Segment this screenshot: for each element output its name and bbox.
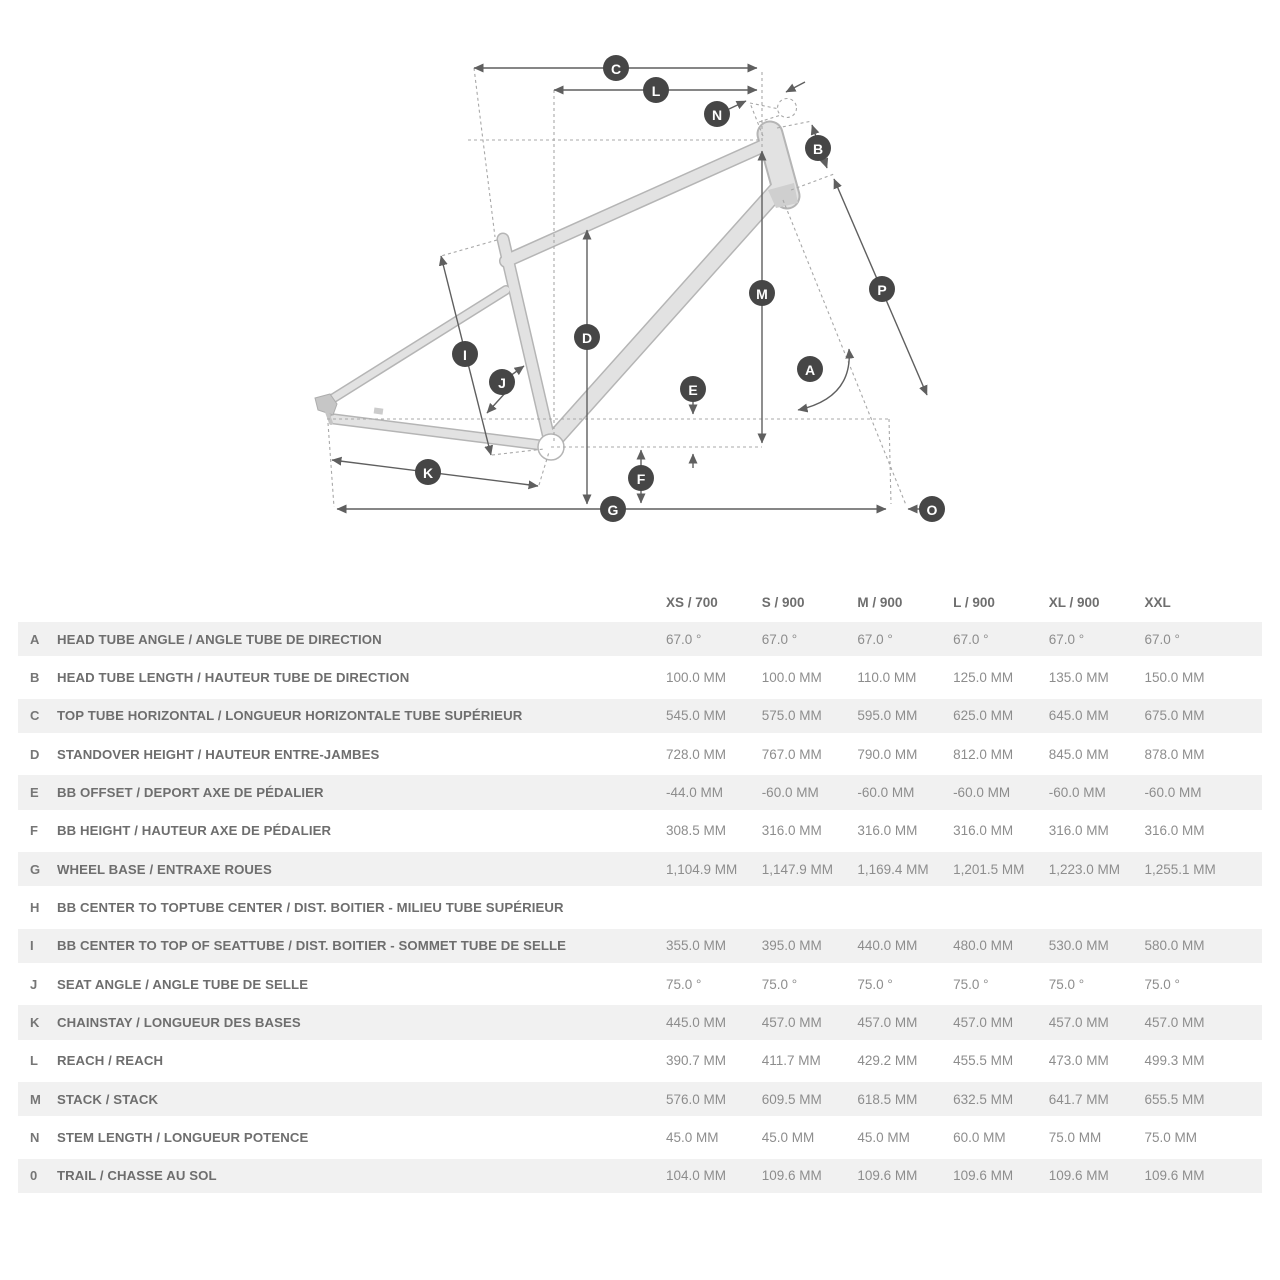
- row-label: STANDOVER HEIGHT / HAUTEUR ENTRE-JAMBES: [57, 746, 380, 762]
- cell-value: 1,201.5 MM: [953, 861, 1025, 877]
- svg-text:C: C: [610, 61, 622, 77]
- cell-value: 308.5 MM: [666, 823, 727, 839]
- cell-value: 625.0 MM: [953, 708, 1014, 724]
- measurement-lines: [332, 68, 927, 509]
- cell-value: 675.0 MM: [1144, 708, 1205, 724]
- row-letter: L: [30, 1053, 38, 1069]
- size-header: S / 900: [761, 595, 805, 610]
- cell-value: 595.0 MM: [857, 708, 918, 724]
- cell-value: 45.0 MM: [857, 1130, 910, 1146]
- cell-value: 728.0 MM: [666, 746, 727, 762]
- cell-value: 445.0 MM: [666, 1015, 727, 1031]
- row-label: CHAINSTAY / LONGUEUR DES BASES: [57, 1015, 301, 1031]
- cell-value: -60.0 MM: [1048, 785, 1106, 801]
- cell-value: 45.0 MM: [666, 1130, 719, 1146]
- cell-value: 457.0 MM: [1048, 1015, 1109, 1031]
- row-label: TOP TUBE HORIZONTAL / LONGUEUR HORIZONTALE TUBE SUPÉRIEUR: [57, 708, 523, 724]
- geometry-row-A: [18, 620, 1262, 658]
- cell-value: 411.7 MM: [761, 1053, 821, 1069]
- row-letter: E: [30, 785, 39, 801]
- svg-text:G: G: [607, 502, 619, 518]
- row-letter: 0: [30, 1168, 38, 1184]
- geometry-row-0: [18, 1157, 1262, 1195]
- cell-value: 150.0 MM: [1144, 670, 1205, 686]
- svg-text:A: A: [804, 362, 816, 378]
- cell-value: 1,169.4 MM: [857, 861, 929, 877]
- size-header-row: [18, 585, 1262, 620]
- cell-value: 75.0 °: [761, 976, 798, 992]
- cell-value: 75.0 °: [666, 976, 702, 992]
- cell-value: 67.0 °: [953, 631, 989, 647]
- cell-value: 618.5 MM: [857, 1091, 918, 1107]
- svg-text:P: P: [877, 282, 887, 298]
- cell-value: -60.0 MM: [857, 785, 915, 801]
- cell-value: 457.0 MM: [761, 1015, 822, 1031]
- cell-value: 75.0 MM: [1144, 1130, 1197, 1146]
- row-label: STEM LENGTH / LONGUEUR POTENCE: [57, 1130, 309, 1146]
- cell-value: 67.0 °: [1048, 631, 1085, 647]
- svg-text:O: O: [926, 502, 938, 518]
- cell-value: 641.7 MM: [1048, 1091, 1109, 1107]
- svg-text:K: K: [422, 465, 434, 481]
- cell-value: 457.0 MM: [953, 1015, 1014, 1031]
- diagram-badge-I: [452, 341, 478, 367]
- row-letter: H: [30, 900, 40, 916]
- cell-value: 609.5 MM: [761, 1091, 822, 1107]
- geometry-row-I: [18, 927, 1262, 965]
- pointer-N: [729, 101, 746, 109]
- geometry-row-C: [18, 697, 1262, 735]
- geometry-row-E: [18, 773, 1262, 811]
- cell-value: 790.0 MM: [857, 746, 918, 762]
- geometry-row-B: [18, 658, 1262, 696]
- svg-text:D: D: [581, 330, 593, 346]
- diagram-badge-J: [489, 369, 515, 395]
- cell-value: 67.0 °: [857, 631, 893, 647]
- cell-value: -44.0 MM: [666, 785, 724, 801]
- geometry-row-L: [18, 1042, 1262, 1080]
- cell-value: 457.0 MM: [1144, 1015, 1205, 1031]
- diagram-badge-O: [919, 496, 945, 522]
- cell-value: 480.0 MM: [953, 938, 1014, 954]
- size-header: XXL: [1144, 595, 1171, 610]
- cell-value: 75.0 °: [1048, 976, 1085, 992]
- construction-lines: [327, 68, 906, 507]
- handlebar-circle: [778, 99, 797, 118]
- cell-value: 109.6 MM: [1144, 1168, 1205, 1184]
- svg-text:J: J: [498, 375, 506, 391]
- cell-value: 109.6 MM: [953, 1168, 1014, 1184]
- row-label: WHEEL BASE / ENTRAXE ROUES: [57, 861, 272, 877]
- diagram-badge-E: [680, 376, 706, 402]
- cell-value: 812.0 MM: [953, 746, 1014, 762]
- geometry-row-F: [18, 812, 1262, 850]
- row-label: BB CENTER TO TOP OF SEATTUBE / DIST. BOITIER - SOMMET TUBE DE SELLE: [57, 938, 567, 954]
- cell-value: 100.0 MM: [666, 670, 727, 686]
- row-letter: I: [30, 938, 34, 954]
- row-label: REACH / REACH: [57, 1053, 164, 1069]
- svg-text:B: B: [812, 141, 824, 157]
- row-label: BB HEIGHT / HAUTEUR AXE DE PÉDALIER: [57, 823, 332, 839]
- diagram-badge-D: [574, 324, 600, 350]
- geometry-table: [18, 585, 1262, 1195]
- size-header: XL / 900: [1048, 595, 1100, 610]
- svg-text:M: M: [756, 286, 768, 302]
- geometry-row-G: [18, 850, 1262, 888]
- cell-value: -60.0 MM: [953, 785, 1011, 801]
- row-letter: J: [30, 976, 38, 992]
- row-letter: D: [30, 746, 40, 762]
- geometry-row-H: [18, 888, 1262, 926]
- diagram-badge-K: [415, 459, 441, 485]
- cell-value: 75.0 °: [1144, 976, 1180, 992]
- row-letter: K: [30, 1015, 40, 1031]
- cell-value: 632.5 MM: [953, 1091, 1014, 1107]
- cell-value: -60.0 MM: [761, 785, 819, 801]
- cell-value: 316.0 MM: [953, 823, 1014, 839]
- cell-value: 100.0 MM: [761, 670, 822, 686]
- row-label: TRAIL / CHASSE AU SOL: [57, 1168, 217, 1184]
- diagram-badge-A: [797, 356, 823, 382]
- cell-value: 545.0 MM: [666, 708, 727, 724]
- cell-value: 390.7 MM: [666, 1053, 727, 1069]
- diagram-badge-C: [603, 55, 629, 81]
- cell-value: 75.0 °: [953, 976, 989, 992]
- size-header: M / 900: [857, 595, 903, 610]
- svg-text:L: L: [651, 83, 661, 99]
- cell-value: 316.0 MM: [857, 823, 918, 839]
- cell-value: 575.0 MM: [761, 708, 822, 724]
- cell-value: 316.0 MM: [1144, 823, 1205, 839]
- cell-value: 1,104.9 MM: [666, 861, 738, 877]
- diagram-badge-F: [628, 465, 654, 491]
- cell-value: 499.3 MM: [1144, 1053, 1205, 1069]
- cell-value: 1,147.9 MM: [761, 861, 833, 877]
- cell-value: 395.0 MM: [761, 938, 822, 954]
- cell-value: 455.5 MM: [953, 1053, 1014, 1069]
- diagram-badge-P: [869, 276, 895, 302]
- geometry-row-N: [18, 1118, 1262, 1156]
- cell-value: 75.0 MM: [1048, 1130, 1102, 1146]
- geometry-row-J: [18, 965, 1262, 1003]
- cable-port: [728, 193, 738, 202]
- row-letter: B: [30, 670, 40, 686]
- cell-value: 109.6 MM: [1048, 1168, 1109, 1184]
- row-letter: F: [30, 823, 38, 839]
- cell-value: 109.6 MM: [761, 1168, 822, 1184]
- row-letter: N: [30, 1130, 40, 1146]
- svg-text:N: N: [711, 107, 723, 123]
- geometry-row-M: [18, 1080, 1262, 1118]
- row-letter: A: [30, 631, 40, 647]
- cell-value: 104.0 MM: [666, 1168, 727, 1184]
- row-letter: M: [30, 1091, 41, 1107]
- cell-value: 473.0 MM: [1048, 1053, 1109, 1069]
- cell-value: 530.0 MM: [1048, 938, 1109, 954]
- row-letter: C: [30, 708, 40, 724]
- cell-value: 767.0 MM: [761, 746, 822, 762]
- cell-value: 110.0 MM: [857, 670, 917, 686]
- row-label: BB OFFSET / DEPORT AXE DE PÉDALIER: [57, 785, 324, 801]
- svg-text:E: E: [688, 382, 698, 398]
- bike-geometry-diagram: [0, 0, 1280, 560]
- cell-value: 655.5 MM: [1144, 1091, 1205, 1107]
- cell-value: 576.0 MM: [666, 1091, 727, 1107]
- cell-value: 1,255.1 MM: [1144, 861, 1216, 877]
- cell-value: 135.0 MM: [1048, 670, 1109, 686]
- cell-value: 355.0 MM: [666, 938, 727, 954]
- cell-value: 67.0 °: [1144, 631, 1180, 647]
- cell-value: -60.0 MM: [1144, 785, 1202, 801]
- cell-value: 580.0 MM: [1144, 938, 1205, 954]
- cell-value: 429.2 MM: [857, 1053, 918, 1069]
- cell-value: 316.0 MM: [1048, 823, 1109, 839]
- cell-value: 1,223.0 MM: [1048, 861, 1121, 877]
- size-header: XS / 700: [666, 595, 718, 610]
- geometry-row-D: [18, 735, 1262, 773]
- cell-value: 109.6 MM: [857, 1168, 918, 1184]
- cell-value: 45.0 MM: [761, 1130, 815, 1146]
- bike-frame: [315, 134, 798, 460]
- row-label: HEAD TUBE ANGLE / ANGLE TUBE DE DIRECTION: [57, 631, 382, 647]
- cell-value: 878.0 MM: [1144, 746, 1205, 762]
- row-label: SEAT ANGLE / ANGLE TUBE DE SELLE: [57, 976, 309, 992]
- svg-text:I: I: [463, 347, 467, 363]
- row-label: STACK / STACK: [57, 1091, 159, 1107]
- cell-value: 67.0 °: [666, 631, 702, 647]
- cell-value: 316.0 MM: [761, 823, 822, 839]
- cell-value: 845.0 MM: [1048, 746, 1109, 762]
- diagram-badge-G: [600, 496, 626, 522]
- geometry-row-K: [18, 1003, 1262, 1041]
- cell-value: 75.0 °: [857, 976, 893, 992]
- cable-guide: [374, 407, 384, 414]
- row-label: BB CENTER TO TOPTUBE CENTER / DIST. BOITIER - MILIEU TUBE SUPÉRIEUR: [57, 900, 564, 916]
- row-letter: G: [30, 861, 41, 877]
- diagram-badge-N: [704, 101, 730, 127]
- cell-value: 645.0 MM: [1048, 708, 1109, 724]
- cell-value: 67.0 °: [761, 631, 798, 647]
- diagram-badge-B: [805, 135, 831, 161]
- row-label: HEAD TUBE LENGTH / HAUTEUR TUBE DE DIRECTION: [57, 670, 410, 686]
- pointer-stem: [786, 82, 805, 92]
- cell-value: 60.0 MM: [953, 1130, 1006, 1146]
- cell-value: 440.0 MM: [857, 938, 918, 954]
- cell-value: 125.0 MM: [953, 670, 1014, 686]
- cell-value: 457.0 MM: [857, 1015, 918, 1031]
- diagram-badge-M: [749, 280, 775, 306]
- svg-text:F: F: [636, 471, 646, 487]
- size-header: L / 900: [953, 595, 995, 610]
- diagram-badge-L: [643, 77, 669, 103]
